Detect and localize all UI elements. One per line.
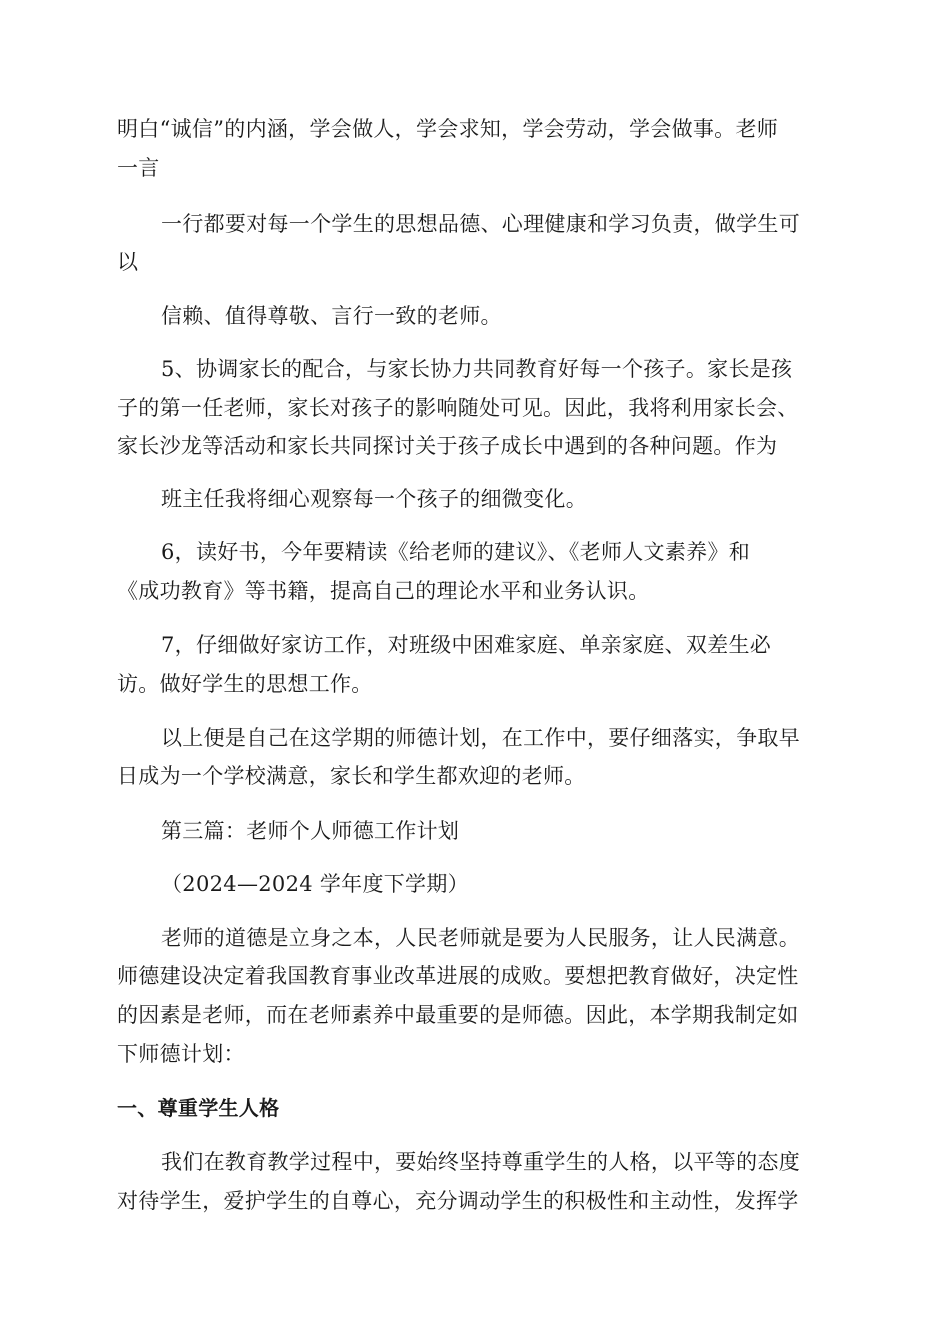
text-line: 下师德计划： [117,1042,245,1066]
text-line: 家长沙龙等活动和家长共同探讨关于孩子成长中遇到的各种问题。作为 [117,434,778,458]
text-line: 明白“诚信”的内涵，学会做人，学会求知，学会劳动，学会做事。老师 [117,117,779,141]
text-line: 师德建设决定着我国教育事业改革进展的成败。要想把教育做好，决定性 [117,964,799,988]
text-line: 以 [117,250,139,274]
section-heading: 一、尊重学生人格 [117,1096,280,1120]
text-line: 以上便是自己在这学期的师德计划，在工作中，要仔细落实，争取早 [161,726,800,750]
section-title: 第三篇：老师个人师德工作计划 [161,819,460,843]
text-line: 日成为一个学校满意，家长和学生都欢迎的老师。 [117,764,586,788]
text-line: 班主任我将细心观察每一个孩子的细微变化。 [161,487,587,511]
text-line: 对待学生，爱护学生的自尊心，充分调动学生的积极性和主动性，发挥学 [117,1189,799,1213]
text-line: 7，仔细做好家访工作，对班级中困难家庭、单亲家庭、双差生必 [161,633,772,657]
text-line: 信赖、值得尊敬、言行一致的老师。 [161,304,502,328]
text-line: 6，读好书，今年要精读《给老师的建议》、《老师人文素养》和 [161,540,751,564]
text-line: 我们在教育教学过程中，要始终坚持尊重学生的人格，以平等的态度 [161,1150,800,1174]
text-line: 老师的道德是立身之本，人民老师就是要为人民服务，让人民满意。 [161,926,800,950]
text-line: 一言 [117,156,160,180]
text-line: 子的第一任老师，家长对孩子的影响随处可见。因此，我将利用家长会、 [117,396,799,420]
text-line: 的因素是老师，而在老师素养中最重要的是师德。因此，本学期我制定如 [117,1003,799,1027]
text-line: 一行都要对每一个学生的思想品德、心理健康和学习负责，做学生可 [161,212,800,236]
school-term: （2024—2024 学年度下学期） [161,872,469,896]
text-line: 5、协调家长的配合，与家长协力共同教育好每一个孩子。家长是孩 [161,357,793,381]
text-line: 《成功教育》等书籍，提高自己的理论水平和业务认识。 [117,579,650,603]
text-line: 访。做好学生的思想工作。 [117,672,373,696]
